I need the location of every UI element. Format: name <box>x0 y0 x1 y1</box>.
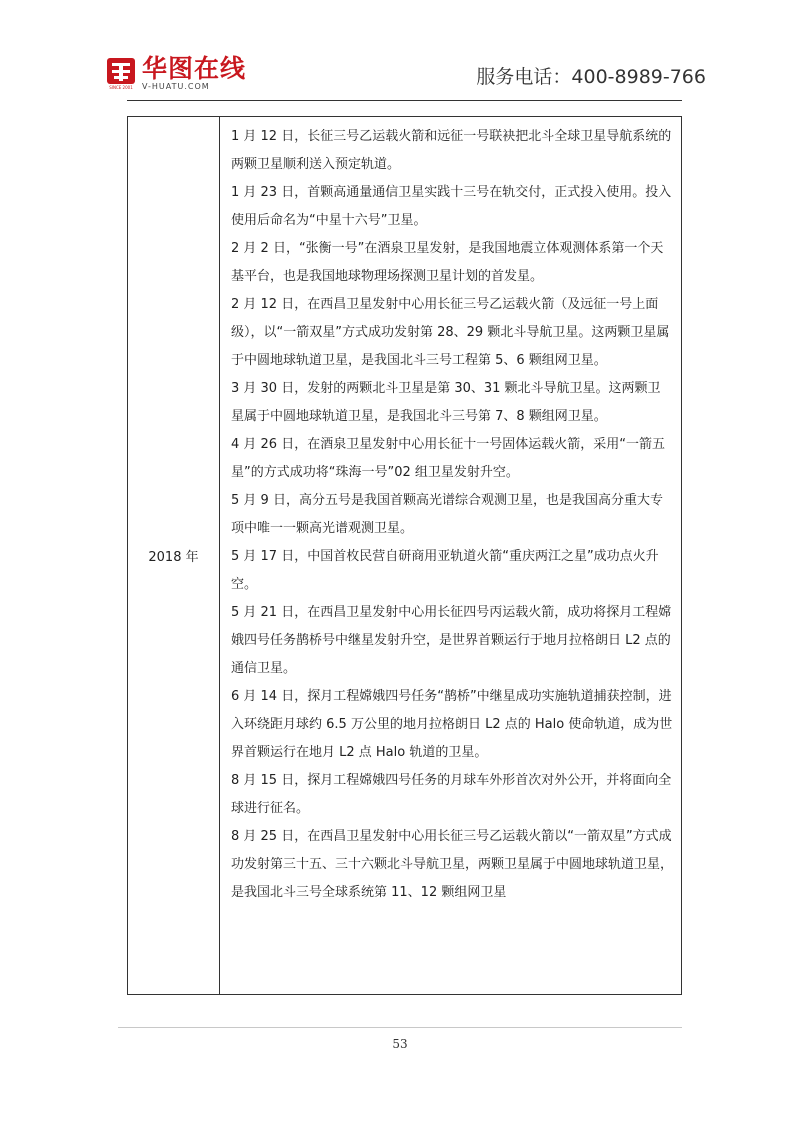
year-cell: 2018 年 <box>128 117 220 994</box>
event-item: 1 月 12 日，长征三号乙运载火箭和远征一号联袂把北斗全球卫星导航系统的两颗卫星顺利送入预定轨道。 <box>231 129 672 172</box>
event-item: 2 月 2 日，“张衡一号”在酒泉卫星发射，是我国地震立体观测体系第一个天基平台，也是我国地球物理场探测卫星计划的首发星。 <box>231 241 664 284</box>
logo-url: V-HUATU.COM <box>142 82 210 91</box>
event-item: 4 月 26 日，在酒泉卫星发射中心用长征十一号固体运载火箭，采用“一箭五星”的方式成功将“珠海一号”02 组卫星发射升空。 <box>231 437 665 480</box>
page-number: 53 <box>392 1037 408 1051</box>
huatu-logo[interactable] <box>106 56 246 91</box>
events-cell <box>220 117 681 994</box>
logo-name: 华图在线 <box>142 54 247 83</box>
event-item: 8 月 15 日，探月工程嫦娥四号任务的月球车外形首次对外公开，并将面向全球进行征名。 <box>231 773 672 816</box>
event-item: 2 月 12 日，在西昌卫星发射中心用长征三号乙运载火箭（及远征一号上面级），以“一箭双星”方式成功发射第 28、29 颗北斗导航卫星。这两颗卫星属于中圆地球轨道卫星，是我国北斗三号工程第 5、6 颗组网卫星。 <box>231 297 670 368</box>
footer-divider <box>118 1027 682 1028</box>
logo-mark-icon <box>106 57 136 91</box>
header-divider <box>127 100 682 101</box>
event-item: 5 月 21 日，在西昌卫星发射中心用长征四号丙运载火箭，成功将探月工程嫦娥四号任务鹊桥号中继星发射升空，是世界首颗运行于地月拉格朗日 L2 点的通信卫星。 <box>231 605 672 676</box>
event-item: 6 月 14 日，探月工程嫦娥四号任务“鹊桥”中继星成功实施轨道捕获控制，进入环绕距月球约 6.5 万公里的地月拉格朗日 L2 点的 Halo 使命轨道，成为世界首颗运行在地月 L2 点 Halo 轨道的卫星。 <box>231 689 673 760</box>
event-item: 5 月 9 日，高分五号是我国首颗高光谱综合观测卫星，也是我国高分重大专项中唯一一颗高光谱观测卫星。 <box>231 493 663 536</box>
event-item: 5 月 17 日，中国首枚民营自研商用亚轨道火箭“重庆两江之星”成功点火升空。 <box>231 549 659 592</box>
event-item: 3 月 30 日，发射的两颗北斗卫星是第 30、31 颗北斗导航卫星。这两颗卫星属于中圆地球轨道卫星，是我国北斗三号第 7、8 颗组网卫星。 <box>231 381 661 424</box>
page-header <box>0 0 800 100</box>
event-item: 8 月 25 日，在西昌卫星发射中心用长征三号乙运载火箭以“一箭双星”方式成功发射第三十五、三十六颗北斗导航卫星，两颗卫星属于中圆地球轨道卫星，是我国北斗三号全球系统第 11、12 颗组网卫星 <box>231 829 674 900</box>
service-hotline: 服务电话：400-8989-766 <box>476 66 706 88</box>
events-table <box>127 116 682 995</box>
logo-badge: SINCE 2001 <box>109 84 133 90</box>
event-item: 1 月 23 日，首颗高通量通信卫星实践十三号在轨交付，正式投入使用。投入使用后命名为“中星十六号”卫星。 <box>231 185 672 228</box>
